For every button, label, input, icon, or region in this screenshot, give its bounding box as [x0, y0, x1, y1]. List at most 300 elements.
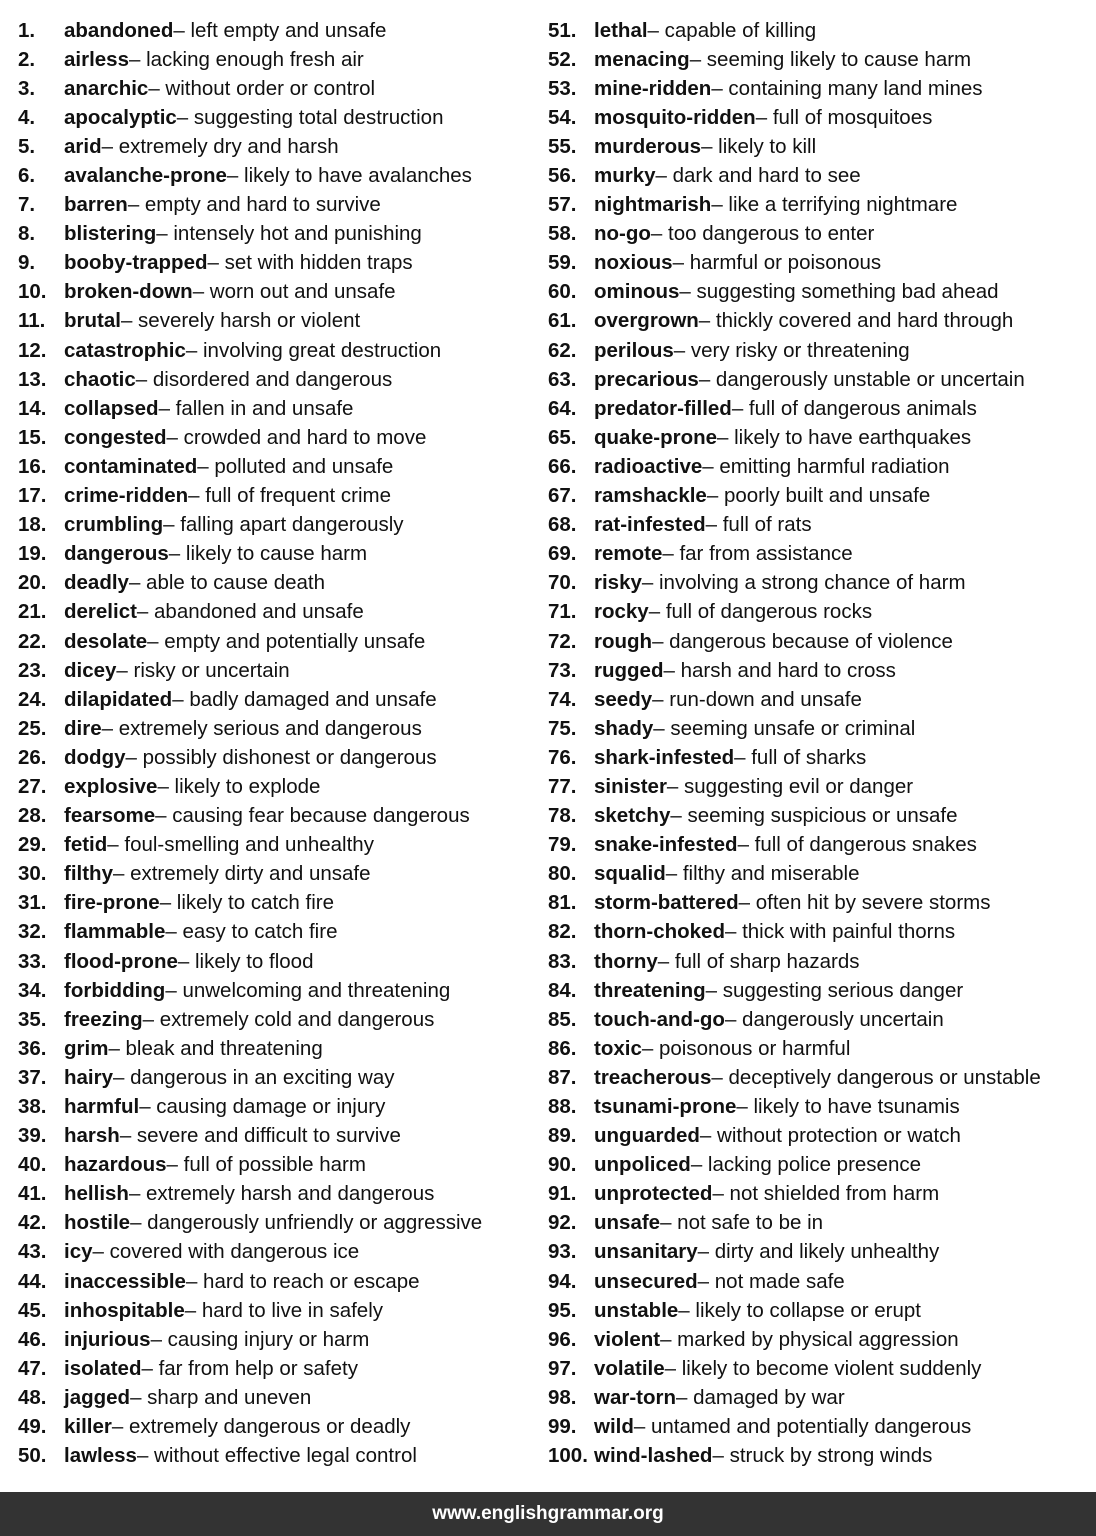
- item-definition: – full of mosquitoes: [755, 105, 933, 129]
- item-definition: – likely to have tsunamis: [736, 1095, 960, 1119]
- item-definition: – struck by strong winds: [712, 1444, 933, 1468]
- item-number: 53.: [548, 76, 577, 100]
- item-number: 24.: [18, 687, 47, 711]
- item-definition: – bleak and threatening: [108, 1036, 323, 1060]
- item-word: snake-infested: [594, 833, 738, 857]
- item-number: 21.: [18, 600, 47, 624]
- item-definition: – likely to explode: [157, 774, 321, 798]
- list-item: [18, 1296, 528, 1325]
- item-number: 37.: [18, 1065, 47, 1089]
- item-definition: – harsh and hard to cross: [663, 658, 896, 682]
- item-number: 13.: [18, 367, 47, 391]
- list-item: [548, 132, 1088, 161]
- item-number: 75.: [548, 716, 577, 740]
- list-item: [18, 220, 528, 249]
- list-item: [18, 74, 528, 103]
- item-definition: – seeming unsafe or criminal: [653, 716, 916, 740]
- item-word: predator-filled: [594, 396, 732, 420]
- item-definition: – poisonous or harmful: [641, 1036, 851, 1060]
- item-definition: – likely to collapse or erupt: [678, 1298, 922, 1322]
- item-definition: – emitting harmful radiation: [702, 454, 950, 478]
- item-definition: – causing damage or injury: [139, 1095, 386, 1119]
- item-number: 10.: [18, 280, 47, 304]
- item-definition: – full of dangerous rocks: [648, 600, 873, 624]
- item-word: unsecured: [594, 1269, 698, 1293]
- item-word: sinister: [594, 774, 667, 798]
- item-word: unsafe: [594, 1211, 661, 1235]
- item-word: storm-battered: [594, 891, 739, 915]
- item-number: 43.: [18, 1240, 47, 1264]
- item-definition: – extremely dangerous or deadly: [111, 1415, 411, 1439]
- item-number: 69.: [548, 542, 577, 566]
- item-number: 39.: [18, 1124, 47, 1148]
- item-number: 83.: [548, 949, 577, 973]
- item-word: crime-ridden: [64, 484, 189, 508]
- list-item: [548, 714, 1088, 743]
- list-item: [18, 918, 528, 947]
- item-word: murky: [594, 164, 656, 188]
- item-number: 58.: [548, 222, 577, 246]
- footer-website-link[interactable]: www.englishgrammar.org: [432, 1503, 664, 1524]
- item-number: 42.: [18, 1211, 47, 1235]
- item-number: 28.: [18, 804, 47, 828]
- item-number: 34.: [18, 978, 47, 1002]
- item-number: 72.: [548, 629, 577, 653]
- list-item: [18, 1180, 528, 1209]
- item-definition: – full of dangerous snakes: [737, 833, 977, 857]
- item-definition: – likely to become violent suddenly: [664, 1356, 982, 1380]
- item-definition: – left empty and unsafe: [173, 18, 387, 42]
- item-definition: – without protection or watch: [699, 1124, 961, 1148]
- item-word: congested: [64, 425, 167, 449]
- item-number: 100.: [548, 1444, 588, 1468]
- list-item: [548, 569, 1088, 598]
- item-definition: – not shielded from harm: [712, 1182, 940, 1206]
- item-number: 9.: [18, 251, 36, 275]
- item-word: broken-down: [64, 280, 193, 304]
- item-number: 98.: [548, 1385, 577, 1409]
- item-definition: – severe and difficult to survive: [119, 1124, 401, 1148]
- item-number: 68.: [548, 513, 577, 537]
- list-item: [18, 1209, 528, 1238]
- item-definition: – worn out and unsafe: [192, 280, 396, 304]
- item-word: sketchy: [594, 804, 671, 828]
- list-item: [548, 685, 1088, 714]
- item-definition: – possibly dishonest or dangerous: [125, 745, 437, 769]
- item-number: 6.: [18, 164, 36, 188]
- item-word: fetid: [64, 833, 108, 857]
- item-definition: – thick with painful thorns: [724, 920, 956, 944]
- item-definition: – hard to live in safely: [184, 1298, 384, 1322]
- item-definition: – full of sharp hazards: [657, 949, 860, 973]
- list-item: [548, 45, 1088, 74]
- item-number: 92.: [548, 1211, 577, 1235]
- list-item: [18, 161, 528, 190]
- item-definition: – dangerous because of violence: [652, 629, 953, 653]
- item-definition: – marked by physical aggression: [660, 1327, 959, 1351]
- item-definition: – not made safe: [697, 1269, 845, 1293]
- item-definition: – thickly covered and hard through: [698, 309, 1014, 333]
- item-word: unguarded: [594, 1124, 700, 1148]
- item-definition: – far from assistance: [662, 542, 853, 566]
- item-number: 65.: [548, 425, 577, 449]
- item-word: lawless: [64, 1444, 137, 1468]
- item-number: 26.: [18, 745, 47, 769]
- item-word: blistering: [64, 222, 157, 246]
- list-item: [18, 1413, 528, 1442]
- item-number: 16.: [18, 454, 47, 478]
- item-number: 95.: [548, 1298, 577, 1322]
- list-item: [18, 1267, 528, 1296]
- item-definition: – easy to catch fire: [165, 920, 338, 944]
- list-item: [18, 889, 528, 918]
- item-number: 25.: [18, 716, 47, 740]
- item-word: ominous: [594, 280, 680, 304]
- item-definition: – full of frequent crime: [188, 484, 391, 508]
- item-definition: – lacking enough fresh air: [128, 47, 364, 71]
- item-number: 5.: [18, 134, 36, 158]
- word-list-column-left: [18, 16, 528, 1471]
- item-definition: – very risky or threatening: [673, 338, 910, 362]
- item-number: 38.: [18, 1095, 47, 1119]
- item-number: 85.: [548, 1007, 577, 1031]
- item-number: 77.: [548, 774, 577, 798]
- item-number: 7.: [18, 193, 36, 217]
- item-word: flammable: [64, 920, 166, 944]
- item-definition: – foul-smelling and unhealthy: [107, 833, 374, 857]
- item-definition: – dark and hard to see: [655, 164, 861, 188]
- item-number: 32.: [18, 920, 47, 944]
- item-definition: – falling apart dangerously: [163, 513, 404, 537]
- item-word: barren: [64, 193, 128, 217]
- item-number: 22.: [18, 629, 47, 653]
- item-definition: – damaged by war: [676, 1385, 845, 1409]
- item-word: killer: [64, 1415, 112, 1439]
- item-number: 67.: [548, 484, 577, 508]
- list-item: [18, 452, 528, 481]
- list-item: [548, 74, 1088, 103]
- item-word: wild: [594, 1415, 634, 1439]
- item-word: brutal: [64, 309, 121, 333]
- list-item: [18, 802, 528, 831]
- item-word: mine-ridden: [594, 76, 712, 100]
- item-number: 48.: [18, 1385, 47, 1409]
- item-word: unprotected: [594, 1182, 713, 1206]
- list-item: [18, 249, 528, 278]
- list-item: [548, 1325, 1088, 1354]
- item-word: flood-prone: [64, 949, 178, 973]
- item-word: jagged: [64, 1385, 131, 1409]
- list-item: [18, 1442, 528, 1471]
- item-word: rat-infested: [594, 513, 706, 537]
- item-word: thorn-choked: [594, 920, 725, 944]
- list-item: [18, 831, 528, 860]
- item-word: shady: [594, 716, 654, 740]
- item-definition: – harmful or poisonous: [672, 251, 882, 275]
- item-definition: – sharp and uneven: [130, 1385, 312, 1409]
- item-number: 8.: [18, 222, 36, 246]
- item-number: 61.: [548, 309, 577, 333]
- list-item: [548, 1151, 1088, 1180]
- item-definition: – likely to have avalanches: [226, 164, 472, 188]
- item-word: violent: [594, 1327, 661, 1351]
- item-number: 44.: [18, 1269, 47, 1293]
- item-definition: – run-down and unsafe: [652, 687, 862, 711]
- item-number: 94.: [548, 1269, 577, 1293]
- item-word: grim: [64, 1036, 109, 1060]
- item-word: rugged: [594, 658, 664, 682]
- list-item: [548, 161, 1088, 190]
- item-definition: – badly damaged and unsafe: [172, 687, 437, 711]
- item-word: booby-trapped: [64, 251, 208, 275]
- item-number: 49.: [18, 1415, 47, 1439]
- list-item: [18, 511, 528, 540]
- list-item: [548, 976, 1088, 1005]
- list-item: [548, 627, 1088, 656]
- item-word: crumbling: [64, 513, 164, 537]
- item-number: 78.: [548, 804, 577, 828]
- word-list-column-right: [548, 16, 1088, 1471]
- item-number: 81.: [548, 891, 577, 915]
- list-item: [548, 598, 1088, 627]
- list-item: [548, 802, 1088, 831]
- item-definition: – extremely dry and harsh: [101, 134, 339, 158]
- item-definition: – dirty and likely unhealthy: [697, 1240, 940, 1264]
- list-item: [548, 1209, 1088, 1238]
- item-word: dangerous: [64, 542, 169, 566]
- item-number: 63.: [548, 367, 577, 391]
- item-word: chaotic: [64, 367, 136, 391]
- list-item: [18, 1005, 528, 1034]
- list-item: [18, 656, 528, 685]
- item-definition: – seeming likely to cause harm: [689, 47, 972, 71]
- item-number: 36.: [18, 1036, 47, 1060]
- item-word: menacing: [594, 47, 690, 71]
- item-word: shark-infested: [594, 745, 735, 769]
- list-item: [18, 1238, 528, 1267]
- item-word: fire-prone: [64, 891, 160, 915]
- list-item: [18, 191, 528, 220]
- item-number: 73.: [548, 658, 577, 682]
- item-word: threatening: [594, 978, 706, 1002]
- item-definition: – dangerously uncertain: [724, 1007, 944, 1031]
- list-item: [548, 1063, 1088, 1092]
- item-definition: – like a terrifying nightmare: [711, 193, 958, 217]
- item-word: perilous: [594, 338, 674, 362]
- list-item: [18, 540, 528, 569]
- item-definition: – extremely cold and dangerous: [142, 1007, 435, 1031]
- list-item: [18, 685, 528, 714]
- item-word: desolate: [64, 629, 148, 653]
- item-definition: – severely harsh or violent: [120, 309, 361, 333]
- item-word: contaminated: [64, 454, 198, 478]
- item-number: 79.: [548, 833, 577, 857]
- item-number: 40.: [18, 1153, 47, 1177]
- item-word: isolated: [64, 1356, 142, 1380]
- item-number: 17.: [18, 484, 47, 508]
- list-item: [548, 511, 1088, 540]
- item-word: hairy: [64, 1065, 113, 1089]
- item-number: 87.: [548, 1065, 577, 1089]
- item-number: 60.: [548, 280, 577, 304]
- item-word: unpoliced: [594, 1153, 691, 1177]
- item-definition: – suggesting something bad ahead: [679, 280, 999, 304]
- item-number: 82.: [548, 920, 577, 944]
- item-definition: – too dangerous to enter: [650, 222, 875, 246]
- list-item: [548, 482, 1088, 511]
- list-item: [548, 423, 1088, 452]
- item-number: 64.: [548, 396, 577, 420]
- item-definition: – suggesting serious danger: [705, 978, 964, 1002]
- list-item: [548, 1267, 1088, 1296]
- list-item: [548, 743, 1088, 772]
- item-definition: – polluted and unsafe: [197, 454, 394, 478]
- item-definition: – full of rats: [705, 513, 812, 537]
- item-word: ramshackle: [594, 484, 707, 508]
- footer-bar: [0, 1492, 1096, 1536]
- item-word: lethal: [594, 18, 648, 42]
- list-item: [18, 336, 528, 365]
- item-number: 47.: [18, 1356, 47, 1380]
- item-number: 70.: [548, 571, 577, 595]
- item-definition: – not safe to be in: [660, 1211, 824, 1235]
- item-definition: – likely to catch fire: [159, 891, 335, 915]
- item-word: dilapidated: [64, 687, 173, 711]
- item-word: inaccessible: [64, 1269, 186, 1293]
- item-number: 90.: [548, 1153, 577, 1177]
- list-item: [18, 1354, 528, 1383]
- item-word: inhospitable: [64, 1298, 185, 1322]
- item-word: volatile: [594, 1356, 665, 1380]
- item-word: derelict: [64, 600, 137, 624]
- item-word: filthy: [64, 862, 113, 886]
- list-item: [548, 1238, 1088, 1267]
- item-definition: – dangerously unfriendly or aggressive: [130, 1211, 483, 1235]
- list-item: [18, 569, 528, 598]
- list-item: [18, 743, 528, 772]
- item-definition: – full of dangerous animals: [731, 396, 977, 420]
- item-definition: – lacking police presence: [690, 1153, 922, 1177]
- item-definition: – full of possible harm: [166, 1153, 366, 1177]
- list-item: [548, 1005, 1088, 1034]
- item-word: toxic: [594, 1036, 642, 1060]
- list-item: [548, 16, 1088, 45]
- list-item: [548, 365, 1088, 394]
- item-number: 59.: [548, 251, 577, 275]
- item-word: arid: [64, 134, 102, 158]
- item-definition: – empty and potentially unsafe: [147, 629, 426, 653]
- item-word: fearsome: [64, 804, 156, 828]
- item-number: 29.: [18, 833, 47, 857]
- item-number: 14.: [18, 396, 47, 420]
- item-word: abandoned: [64, 18, 174, 42]
- list-item: [548, 278, 1088, 307]
- item-word: catastrophic: [64, 338, 186, 362]
- item-definition: – seeming suspicious or unsafe: [670, 804, 958, 828]
- item-number: 23.: [18, 658, 47, 682]
- list-item: [18, 772, 528, 801]
- list-item: [548, 103, 1088, 132]
- list-item: [548, 860, 1088, 889]
- item-word: unsanitary: [594, 1240, 698, 1264]
- item-number: 89.: [548, 1124, 577, 1148]
- item-definition: – likely to have earthquakes: [717, 425, 972, 449]
- item-number: 76.: [548, 745, 577, 769]
- item-word: radioactive: [594, 454, 703, 478]
- item-word: overgrown: [594, 309, 699, 333]
- item-word: remote: [594, 542, 663, 566]
- item-word: murderous: [594, 134, 702, 158]
- list-item: [548, 540, 1088, 569]
- item-word: anarchic: [64, 76, 149, 100]
- list-item: [18, 1325, 528, 1354]
- item-number: 97.: [548, 1356, 577, 1380]
- item-number: 96.: [548, 1327, 577, 1351]
- item-number: 66.: [548, 454, 577, 478]
- item-word: harmful: [64, 1095, 140, 1119]
- item-definition: – far from help or safety: [141, 1356, 358, 1380]
- item-definition: – extremely dirty and unsafe: [112, 862, 371, 886]
- list-item: [548, 1122, 1088, 1151]
- item-number: 12.: [18, 338, 47, 362]
- item-word: no-go: [594, 222, 651, 246]
- list-item: [548, 191, 1088, 220]
- list-item: [18, 947, 528, 976]
- item-word: nightmarish: [594, 193, 712, 217]
- item-word: wind-lashed: [594, 1444, 713, 1468]
- item-definition: – extremely serious and dangerous: [101, 716, 422, 740]
- list-item: [18, 278, 528, 307]
- item-number: 11.: [18, 309, 46, 333]
- item-definition: – deceptively dangerous or unstable: [711, 1065, 1041, 1089]
- list-item: [18, 482, 528, 511]
- list-item: [18, 423, 528, 452]
- item-number: 74.: [548, 687, 577, 711]
- item-word: unstable: [594, 1298, 679, 1322]
- item-definition: – empty and hard to survive: [127, 193, 381, 217]
- item-definition: – risky or uncertain: [116, 658, 290, 682]
- item-number: 18.: [18, 513, 47, 537]
- list-item: [548, 1180, 1088, 1209]
- list-item: [548, 394, 1088, 423]
- item-number: 57.: [548, 193, 577, 217]
- item-number: 99.: [548, 1415, 577, 1439]
- item-word: squalid: [594, 862, 666, 886]
- item-definition: – untamed and potentially dangerous: [633, 1415, 972, 1439]
- item-number: 41.: [18, 1182, 47, 1206]
- item-definition: – abandoned and unsafe: [136, 600, 364, 624]
- item-word: war-torn: [594, 1385, 676, 1409]
- list-item: [18, 1063, 528, 1092]
- list-item: [18, 860, 528, 889]
- item-number: 93.: [548, 1240, 577, 1264]
- item-number: 35.: [18, 1007, 47, 1031]
- item-number: 54.: [548, 105, 577, 129]
- list-item: [548, 220, 1088, 249]
- item-number: 80.: [548, 862, 577, 886]
- list-item: [548, 336, 1088, 365]
- list-item: [18, 598, 528, 627]
- item-number: 19.: [18, 542, 47, 566]
- item-definition: – unwelcoming and threatening: [165, 978, 451, 1002]
- list-item: [18, 132, 528, 161]
- list-item: [548, 1354, 1088, 1383]
- item-word: hazardous: [64, 1153, 167, 1177]
- item-number: 15.: [18, 425, 47, 449]
- item-word: hostile: [64, 1211, 131, 1235]
- list-item: [18, 1092, 528, 1121]
- item-number: 50.: [18, 1444, 47, 1468]
